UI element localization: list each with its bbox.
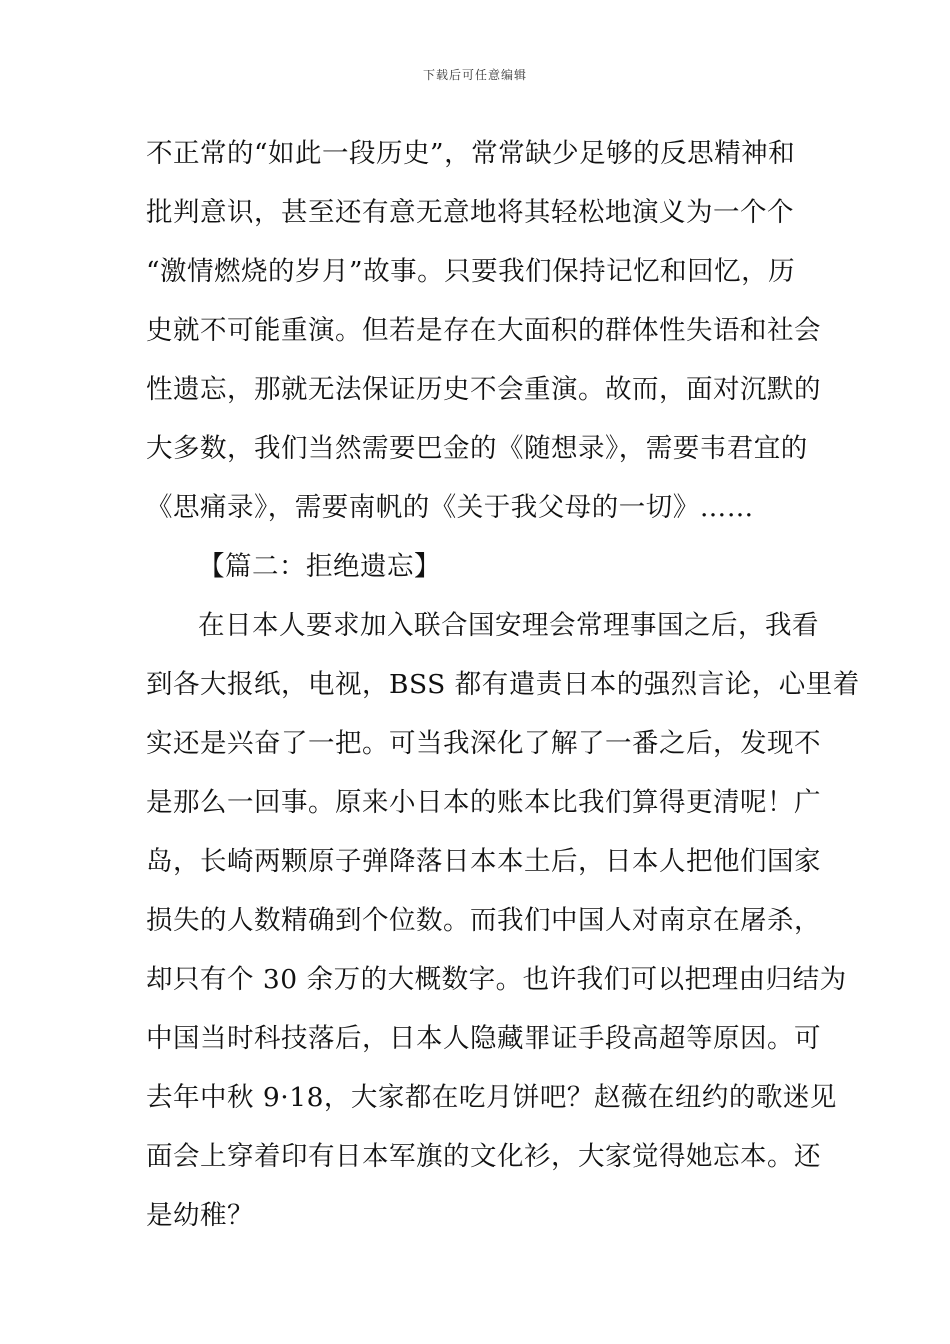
paragraph-line: 在日本人要求加入联合国安理会常理事国之后，我看 (198, 610, 819, 641)
paragraph-line: 《思痛录》，需要南帆的《关于我父母的一切》…… (146, 492, 754, 523)
paragraph-line: 实还是兴奋了一把。可当我深化了解了一番之后，发现不 (146, 728, 821, 759)
paragraph-line: 批判意识，甚至还有意无意地将其轻松地演义为一个个 (146, 197, 794, 228)
paragraph-line: 是幼稚？ (146, 1200, 254, 1231)
paragraph-line: 岛，长崎两颗原子弹降落日本本土后，日本人把他们国家 (146, 846, 821, 877)
paragraph-line: 却只有个 30 余万的大概数字。也许我们可以把理由归结为 (146, 964, 847, 995)
page-header: 下载后可任意编辑 (422, 68, 527, 82)
section-heading: 【篇二：拒绝遗忘】 (198, 551, 441, 582)
paragraph-line: 史就不可能重演。但若是存在大面积的群体性失语和社会 (146, 315, 821, 346)
paragraph-line: 面会上穿着印有日本军旗的文化衫，大家觉得她忘本。还 (146, 1141, 821, 1172)
paragraph-line: 中国当时科技落后，日本人隐藏罪证手段高超等原因。可 (146, 1023, 821, 1054)
paragraph-line: 大多数，我们当然需要巴金的《随想录》，需要韦君宜的 (146, 433, 808, 464)
paragraph-line: 性遗忘，那就无法保证历史不会重演。故而，面对沉默的 (146, 374, 821, 405)
paragraph-line: 去年中秋 9·18，大家都在吃月饼吧？赵薇在纽约的歌迷见 (146, 1082, 837, 1113)
paragraph-line: 到各大报纸，电视，BSS 都有遣责日本的强烈言论，心里着 (146, 669, 860, 700)
paragraph-line: 不正常的“如此一段历史”，常常缺少足够的反思精神和 (146, 138, 796, 169)
paragraph-line: 损失的人数精确到个位数。而我们中国人对南京在屠杀， (146, 905, 821, 936)
paragraph-line: “激情燃烧的岁月”故事。只要我们保持记忆和回忆，历 (146, 256, 796, 287)
document-body (146, 124, 860, 1245)
paragraph-line: 是那么一回事。原来小日本的账本比我们算得更清呢！广 (146, 787, 821, 818)
